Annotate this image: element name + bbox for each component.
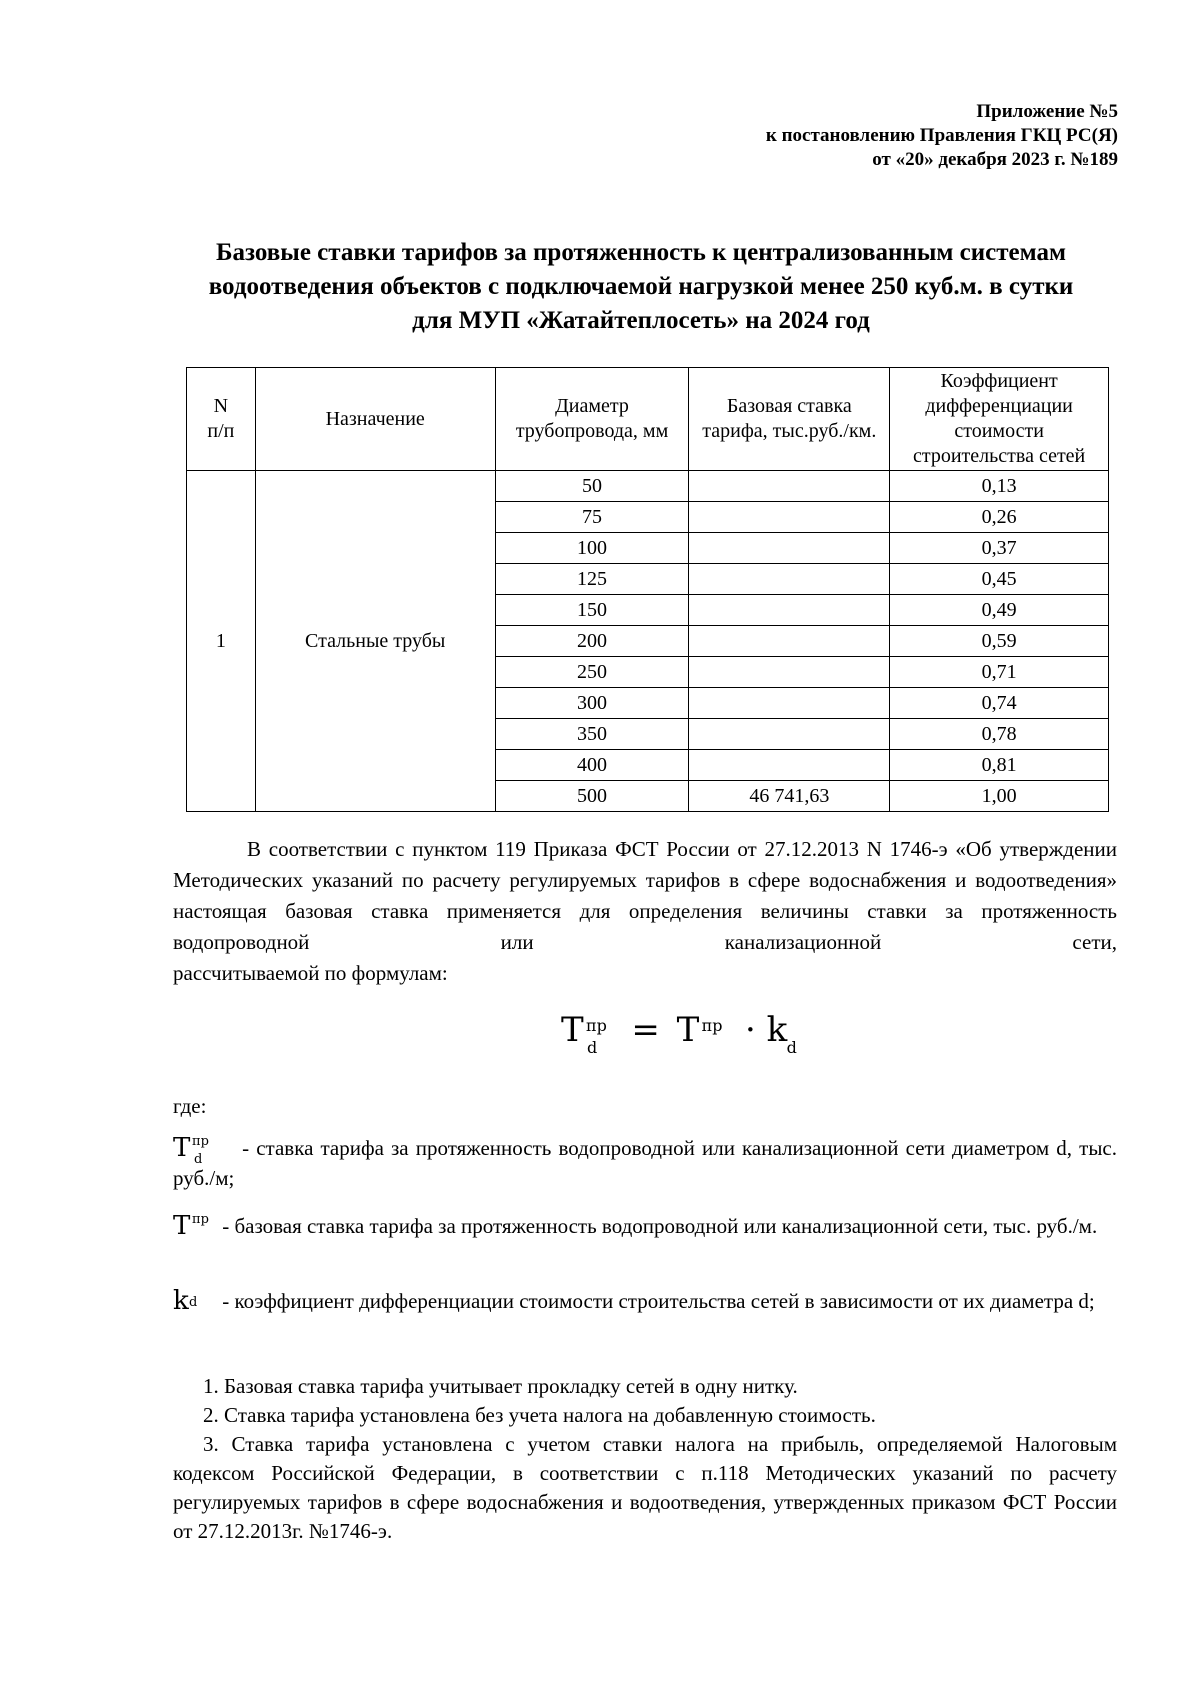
paragraph-text: В соответствии с пунктом 119 Приказа ФСТ России от 27.12.2013 N 1746-э «Об утверждении Методических указаний по расчету регулируемых тарифов в сфере водоснабжения и водоотведения» настоящая базовая ставка применяется для определения величины ставки за протяженность водопроводной или канализационной сети, bbox=[173, 837, 1117, 954]
cell-diameter: 125 bbox=[495, 564, 689, 595]
cell-rate bbox=[689, 595, 890, 626]
appendix-date: от «20» декабря 2023 г. №189 bbox=[872, 149, 1118, 170]
document-title bbox=[165, 236, 1117, 338]
list-item: 2. Ставка тарифа установлена без учета налога на добавленную стоимость. bbox=[203, 1403, 876, 1427]
header-coefficient: Коэффициент дифференциации стоимости строительства сетей bbox=[890, 368, 1109, 471]
where-label: где: bbox=[173, 1094, 207, 1118]
formula-T-right: T bbox=[676, 1010, 700, 1050]
symbol-T bbox=[173, 1211, 217, 1241]
title-line-3: для МУП «Жатайтеплосеть» на 2024 год bbox=[412, 307, 870, 334]
formula-equals: = bbox=[631, 1010, 660, 1050]
definition-T bbox=[173, 1211, 1117, 1241]
formula-rhs-sup: пр bbox=[701, 1016, 723, 1035]
cell-coefficient: 0,74 bbox=[890, 688, 1109, 719]
title-line-1: Базовые ставки тарифов за протяженность к централизованным системам bbox=[216, 239, 1066, 266]
cell-rate bbox=[689, 564, 890, 595]
definition-Td-text: - ставка тарифа за протяженность водопроводной или канализационной сети диаметром d, тыс. руб./м; bbox=[173, 1136, 1118, 1190]
table-header-row bbox=[187, 368, 1109, 471]
cell-rate bbox=[689, 688, 890, 719]
appendix-resolution: к постановлению Правления ГКЦ РС(Я) bbox=[765, 125, 1118, 146]
cell-diameter: 500 bbox=[495, 781, 689, 812]
header-rate: Базовая ставка тарифа, тыс.руб./км. bbox=[689, 368, 890, 471]
cell-rate bbox=[689, 471, 890, 502]
paragraph-body bbox=[173, 834, 1117, 958]
symbol-T-T: T bbox=[173, 1211, 191, 1241]
cell-coefficient: 0,37 bbox=[890, 533, 1109, 564]
definition-kd bbox=[173, 1286, 1117, 1316]
symbol-T-sup: пр bbox=[192, 1212, 209, 1227]
cell-diameter: 400 bbox=[495, 750, 689, 781]
formula-rhs-T bbox=[676, 1010, 723, 1050]
group-num: 1 bbox=[187, 471, 256, 812]
header-diameter: Диаметр трубопровода, мм bbox=[495, 368, 689, 471]
symbol-kd bbox=[173, 1286, 217, 1316]
formula-dot: · bbox=[744, 1010, 756, 1050]
symbol-Td-sup: пр bbox=[192, 1134, 209, 1149]
cell-coefficient: 0,45 bbox=[890, 564, 1109, 595]
table-row bbox=[187, 471, 1109, 502]
cell-rate: 46 741,63 bbox=[689, 781, 890, 812]
appendix-number: Приложение №5 bbox=[976, 101, 1118, 122]
cell-diameter: 75 bbox=[495, 502, 689, 533]
header-num: N п/п bbox=[187, 368, 256, 471]
cell-diameter: 250 bbox=[495, 657, 689, 688]
symbol-Td-sub: d bbox=[194, 1152, 203, 1167]
header-purpose: Назначение bbox=[255, 368, 495, 471]
cell-coefficient: 0,26 bbox=[890, 502, 1109, 533]
cell-rate bbox=[689, 502, 890, 533]
cell-diameter: 200 bbox=[495, 626, 689, 657]
symbol-Td-T: T bbox=[173, 1133, 191, 1163]
cell-diameter: 350 bbox=[495, 719, 689, 750]
group-purpose: Стальные трубы bbox=[255, 471, 495, 812]
cell-coefficient: 0,49 bbox=[890, 595, 1109, 626]
formula-k-letter: k bbox=[766, 1010, 788, 1050]
tariff-table bbox=[186, 367, 1109, 812]
cell-coefficient: 0,71 bbox=[890, 657, 1109, 688]
cell-coefficient: 0,81 bbox=[890, 750, 1109, 781]
cell-rate bbox=[689, 657, 890, 688]
formula-T-left: T bbox=[561, 1010, 584, 1050]
cell-coefficient: 0,59 bbox=[890, 626, 1109, 657]
cell-diameter: 300 bbox=[495, 688, 689, 719]
cell-coefficient: 0,13 bbox=[890, 471, 1109, 502]
cell-rate bbox=[689, 750, 890, 781]
symbol-Td bbox=[173, 1133, 235, 1167]
cell-diameter: 50 bbox=[495, 471, 689, 502]
cell-rate bbox=[689, 626, 890, 657]
cell-coefficient: 0,78 bbox=[890, 719, 1109, 750]
formula-k bbox=[766, 1010, 797, 1057]
cell-diameter: 100 bbox=[495, 533, 689, 564]
title-line-2: водоотведения объектов с подключаемой нагрузкой менее 250 куб.м. в сутки bbox=[208, 273, 1074, 300]
definition-T-text: - базовая ставка тарифа за протяженность водопроводной или канализационной сети, тыс. руб./м. bbox=[222, 1214, 1098, 1238]
cell-diameter: 150 bbox=[495, 595, 689, 626]
cell-rate bbox=[689, 533, 890, 564]
definition-kd-text: - коэффициент дифференциации стоимости строительства сетей в зависимости от их диаметра d; bbox=[222, 1289, 1095, 1313]
cell-rate bbox=[689, 719, 890, 750]
formula-k-sub: d bbox=[786, 1038, 797, 1057]
symbol-kd-k: k bbox=[173, 1286, 189, 1316]
list-item: 1. Базовая ставка тарифа учитывает прокладку сетей в одну нитку. bbox=[203, 1374, 798, 1398]
definition-Td bbox=[173, 1133, 1117, 1193]
tariff-formula bbox=[561, 1010, 797, 1057]
formula-lhs bbox=[561, 1010, 607, 1057]
paragraph-last-line: рассчитываемой по формулам: bbox=[173, 961, 448, 985]
formula-lhs-sub: d bbox=[587, 1038, 598, 1057]
notes-list bbox=[173, 1372, 1117, 1546]
appendix-header bbox=[766, 100, 1118, 172]
symbol-kd-sub: d bbox=[189, 1295, 198, 1310]
cell-coefficient: 1,00 bbox=[890, 781, 1109, 812]
list-item: 3. Ставка тарифа установлена с учетом ставки налога на прибыль, определяемой Налоговым кодексом Российской Федерации, в соответствии с п.118 Методических указаний по расчету регулируемых тарифов в сфере водоснабжения и водоотведения, утвержденных приказом ФСТ России от 27.12.2013г. №1746-э. bbox=[173, 1432, 1117, 1543]
methodology-paragraph bbox=[173, 834, 1117, 989]
formula-lhs-sup: пр bbox=[586, 1016, 607, 1035]
